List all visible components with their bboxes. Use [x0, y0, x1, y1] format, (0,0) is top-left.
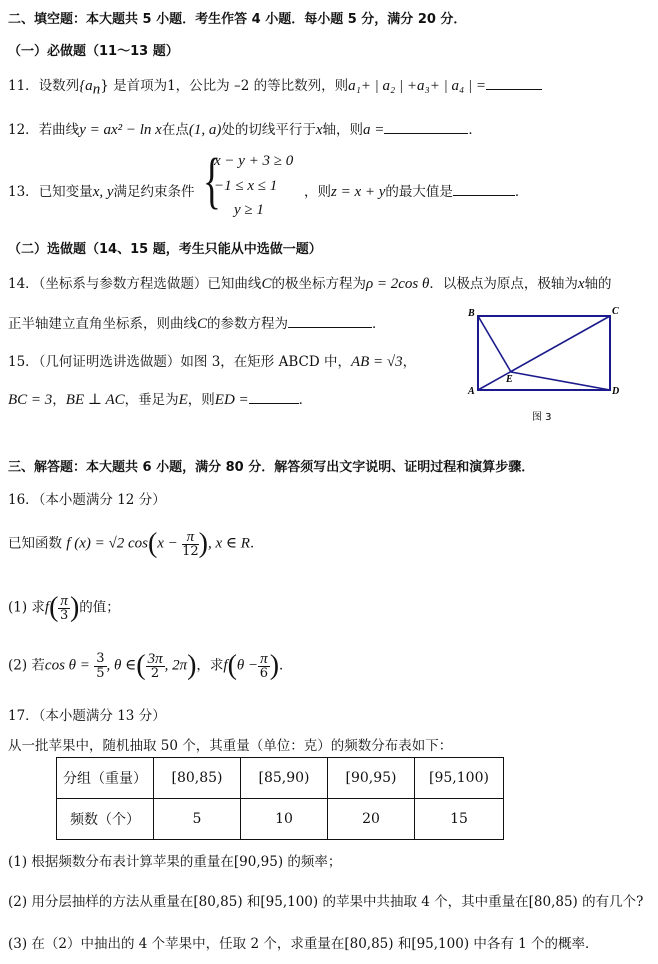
q13-text2: 满足约束条件 [113, 184, 195, 200]
q16-pi-3: π [260, 650, 268, 667]
question-15-line2: BC = 3，BE ⊥ AC，垂足为E，则ED = ． [8, 392, 313, 408]
q16-theta-minus: θ − [236, 657, 259, 674]
q13-answer-blank[interactable] [453, 183, 515, 196]
table-row [57, 799, 504, 840]
label-B: B [468, 308, 475, 319]
question-15-line1 [8, 350, 416, 371]
q14-x: x [577, 276, 585, 292]
q15-E: E [178, 392, 188, 408]
q15-ab: AB = √3 [350, 354, 403, 370]
q14-text5: 正半轴建立直角坐标系，则曲线 [8, 316, 197, 332]
q14-text3: ．以极点为原点，极轴为 [429, 276, 578, 292]
q16-cos: cos θ = [44, 657, 90, 674]
q16-five: 5 [96, 665, 105, 681]
q16-title: 16．（本小题满分 12 分） [8, 492, 166, 508]
table-cell: [90,95) [328, 758, 415, 799]
q16-three: 3 [60, 607, 69, 623]
q13-number: 13． [8, 184, 39, 200]
q16-fraction-pi-12 [182, 530, 199, 559]
q12-curve: y = ax² − ln x [79, 122, 162, 138]
q15-comma: ， [402, 354, 417, 370]
q13-constraint-3: y ≥ 1 [234, 202, 264, 218]
q16-p2-end: ． [279, 657, 293, 674]
q12-point: (1, a) [188, 122, 222, 138]
q15-answer-blank[interactable] [249, 391, 299, 404]
q12-text: 若曲线 [38, 122, 80, 138]
q11-text: 设数列 [38, 78, 80, 94]
q11-answer-blank[interactable] [486, 77, 542, 90]
q16-twopi: , 2π [164, 657, 188, 674]
q16-domain: , x ∈ R [208, 535, 250, 552]
q15-bc: BC = 3 [8, 392, 53, 408]
q16-part2: (2) 若cos θ = $\frac{3}{5}$ , θ ∈( $\frac{3\pi}{2}$ , 2π)，求f(θ − $\frac{\pi}{6}$ )． [8, 650, 293, 681]
q16-p1-end: 的值； [79, 599, 120, 616]
question-13 [8, 180, 195, 201]
q14-answer-blank[interactable] [288, 315, 372, 328]
q16-given-end: ． [249, 535, 264, 552]
section2-header: 二、填空题：本大题共 5 小题．考生作答 4 小题．每小题 5 分，满分 20 分． [8, 12, 467, 27]
q16-fraction-3-5 [94, 652, 106, 681]
q15-text2: ，垂足为 [124, 392, 179, 408]
q14-text2: 的极坐标方程为 [271, 276, 366, 292]
q17-part1: (1) 根据频数分布表计算苹果的重量在[90,95) 的频率； [8, 854, 342, 870]
q16-p2-text2: ，求 [196, 657, 224, 674]
q16-given: 已知函数 f (x) = √2 cos(x − $\frac{\pi}{12}$ ), x ∈ R． [8, 528, 264, 559]
q14-text: 14．（坐标系与参数方程选做题）已知曲线 [8, 276, 262, 292]
q16-p1-f: f [44, 599, 50, 616]
q15-be: BE ⊥ AC [65, 392, 125, 408]
label-A: A [468, 386, 475, 397]
q16-two: 2 [150, 665, 160, 681]
q16-pi-2: π [60, 592, 68, 609]
table-cell: 分组（重量） [57, 758, 154, 799]
label-C: C [612, 306, 619, 317]
q13-expr: z = x + y [331, 184, 386, 200]
q12-number: 12． [8, 122, 39, 138]
label-D: D [612, 386, 620, 397]
figure-3-rectangle-diagram [462, 302, 632, 430]
q13-brace: { [203, 147, 221, 215]
q12-xaxis: x [315, 122, 323, 138]
diagonal-ac [478, 316, 610, 390]
q12-text3: 处的切线平行于 [221, 122, 316, 138]
question-11: 11．设数列$\{a_n\}$ 是首项为1，公比为 –2 的等比数列，则a₁+ | a₂ | +a₃+ | a₄ | = [8, 74, 542, 99]
q14-text4: 轴的 [584, 276, 612, 292]
q14-end: ． [372, 316, 386, 332]
q16-part1: (1) 求f( $\frac{\pi}{3}$ )的值； [8, 592, 120, 623]
segment-be [478, 316, 511, 372]
q13-text: 已知变量 [38, 184, 93, 200]
q14-eq: ρ = 2cos θ [365, 276, 430, 292]
q13-text3: ，则 [304, 184, 331, 200]
q16-theta-in: , θ ∈ [106, 657, 137, 674]
q15-text3: ，则 [187, 392, 215, 408]
segment-ed [511, 372, 610, 390]
q14-text6: 的参数方程为 [207, 316, 289, 332]
q16-six: 6 [259, 665, 269, 681]
section3-header: 三、解答题：本大题共 6 小题，满分 80 分．解答须写出文字说明、证明过程和演算步骤． [8, 460, 535, 475]
figure-caption: 图 3 [532, 412, 552, 423]
question-14-line1 [8, 272, 612, 293]
q16-x-minus: x − [157, 535, 178, 552]
q13-constraint-1: x − y + 3 ≥ 0 [214, 153, 294, 169]
q16-given-text: 已知函数 [8, 535, 62, 552]
q13-vars: x, y [92, 184, 114, 200]
q12-end: ． [468, 122, 482, 138]
q12-answer-blank[interactable] [384, 121, 468, 134]
q12-text2: 在点 [161, 122, 189, 138]
q11-text2: } 是首项为1，公比为 –2 的等比数列，则 [100, 78, 349, 94]
q15-ed: ED = [214, 392, 249, 408]
q17-intro: 从一批苹果中，随机抽取 50 个，其重量（单位：克）的频数分布表如下： [8, 738, 453, 754]
q16-pi: π [182, 530, 199, 545]
q16-threepi: 3π [147, 650, 163, 667]
q17-part3: (3) 在（2）中抽出的 4 个苹果中，任取 2 个，求重量在[80,85) 和[95,100) 中各有 1 个的概率． [8, 936, 599, 952]
q16-three-b: 3 [96, 650, 105, 666]
frequency-table [56, 757, 504, 840]
q16-p2-f: f [223, 657, 228, 674]
q14-C: C [261, 276, 272, 292]
q16-fraction-pi-3 [58, 594, 70, 623]
q15-end: ． [298, 392, 313, 408]
table-header-row [57, 758, 504, 799]
q15-text: 15．（几何证明选讲选做题）如图 3，在矩形 ABCD 中， [8, 354, 351, 370]
table-cell: 10 [241, 799, 328, 840]
q12-text4: 轴，则 [322, 122, 363, 138]
question-14-line2 [8, 312, 386, 333]
table-cell: 5 [154, 799, 241, 840]
q13-end: ． [514, 184, 529, 200]
q14-C2: C [197, 316, 208, 332]
q16-p2-text: (2) 若 [8, 657, 45, 674]
table-cell: 15 [415, 799, 504, 840]
q16-p1-text: (1) 求 [8, 599, 45, 616]
label-E: E [506, 374, 513, 385]
table-cell: 20 [328, 799, 415, 840]
q11-number: 11． [8, 78, 39, 94]
q16-twelve: 12 [182, 543, 199, 559]
part2-heading: （二）选做题（14、15 题，考生只能从中选做一题） [8, 242, 322, 257]
q12-var: a = [363, 122, 385, 138]
q11-expr: a₁+ | a₂ | +a₃+ | a₄ | = [348, 78, 486, 94]
q17-part2: (2) 用分层抽样的方法从重量在[80,85) 和[95,100) 的苹果中共抽取 4 个，其中重量在[80,85) 的有几个? [8, 894, 644, 910]
q16-fraction-pi-6 [258, 652, 270, 681]
table-cell: [95,100) [415, 758, 504, 799]
q11-seq: {a [79, 78, 93, 94]
q17-title: 17．（本小题满分 13 分） [8, 708, 166, 724]
table-cell: 频数（个） [57, 799, 154, 840]
q13-tail [304, 180, 528, 201]
q16-function: f (x) = √2 cos [66, 535, 148, 552]
part1-heading: （一）必做题（11～13 题） [8, 44, 179, 59]
q16-fraction-3pi-2 [146, 652, 165, 681]
q13-constraint-2: −1 ≤ x ≤ 1 [214, 178, 278, 194]
table-cell: [85,90) [241, 758, 328, 799]
table-cell: [80,85) [154, 758, 241, 799]
question-12 [8, 118, 482, 139]
q13-text4: 的最大值是 [385, 184, 453, 200]
